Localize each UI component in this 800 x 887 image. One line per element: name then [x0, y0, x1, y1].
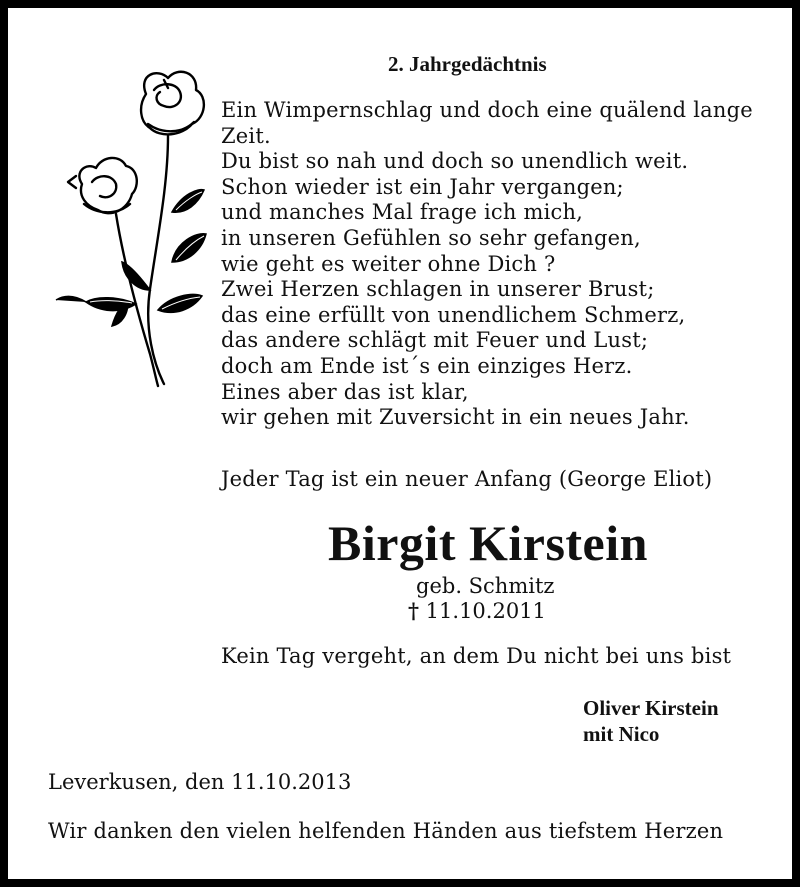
thanks-line: Wir danken den vielen helfenden Händen aus tiefstem Herzen	[48, 819, 724, 843]
poem-line: und manches Mal frage ich mich,	[221, 200, 584, 225]
anniversary-heading: 2. Jahrgedächtnis	[388, 52, 547, 76]
signer-name: Oliver Kirstein	[583, 696, 719, 720]
poem-line: Ein Wimpernschlag und doch eine quälend lange	[221, 98, 753, 122]
poem	[221, 98, 753, 431]
memory-line: Kein Tag vergeht, an dem Du nicht bei uns bist	[221, 644, 732, 668]
signer-name: mit Nico	[583, 722, 660, 746]
poem-line: wir gehen mit Zuversicht in ein neues Jahr.	[221, 405, 690, 430]
maiden-name: geb. Schmitz	[416, 574, 555, 598]
poem-line: das andere schlägt mit Feuer und Lust;	[221, 328, 649, 353]
poem-line: doch am Ende ist´s ein einziges Herz.	[221, 353, 633, 378]
rose-icon	[46, 64, 218, 394]
deceased-name: Birgit Kirstein	[328, 515, 648, 571]
quote: Jeder Tag ist ein neuer Anfang (George Eliot)	[221, 467, 713, 491]
place-date: Leverkusen, den 11.10.2013	[48, 770, 352, 794]
poem-line: das eine erfüllt von unendlichem Schmerz,	[221, 302, 686, 327]
death-date-line	[408, 598, 546, 623]
poem-line: Zwei Herzen schlagen in unserer Brust;	[221, 277, 655, 302]
poem-line: Zeit.	[221, 123, 271, 148]
poem-line: Du bist so nah und doch so unendlich weit.	[221, 149, 689, 174]
poem-line: Schon wieder ist ein Jahr vergangen;	[221, 174, 624, 199]
death-date: 11.10.2011	[425, 599, 546, 623]
poem-line: Eines aber das ist klar,	[221, 379, 469, 404]
cross-icon: †	[408, 598, 419, 623]
poem-line: in unseren Gefühlen so sehr gefangen,	[221, 225, 641, 250]
poem-line: wie geht es weiter ohne Dich ?	[221, 251, 556, 276]
